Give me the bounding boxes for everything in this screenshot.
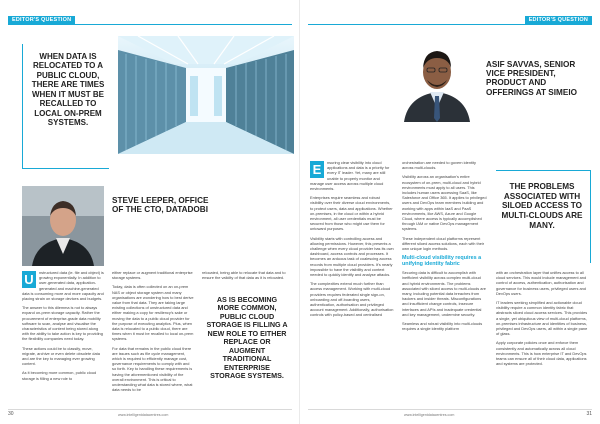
footer-url-left: www.intelligentdatacentres.com — [118, 413, 169, 417]
subheading: Multi-cloud visibility requires a unifying identity fabric — [402, 255, 482, 268]
speaker-photo-asif — [396, 38, 478, 122]
paragraph: either replace or augment traditional enterprise storage systems. — [112, 270, 193, 281]
paragraph: Visibility across an organisation's entire ecosystem of on-prem, multi-cloud and hybrid environments must apply to all users. This includes human users accessing SaaS, like Salesforce and Office 365. It applies to privileged users and DevOps team members building and working with apps within IaaS and PaaS environments, like AWS, Azure and Google Cloud, where access is typically accomplished through IAM or native DevOps management systems. — [402, 174, 487, 232]
paragraph: nsuring clear visibility into cloud applications and data is a priority for every IT leader. Yet, many are still unable to properly monitor and manage user access across multiple cloud environments. — [310, 160, 390, 192]
section-tag-left: EDITOR'S QUESTION — [8, 16, 75, 25]
paragraph: with an orchestration layer that unifies access to all cloud services. This would include management and control of access, authentication, authorisation and governance for business users, privileged users and DevOps users. — [496, 270, 587, 296]
speaker-name-left: STEVE LEEPER, OFFICE OF THE CTO, DATADOBI — [112, 196, 209, 215]
section-tag-right: EDITOR'S QUESTION — [525, 16, 592, 25]
paragraph: relocated, being able to relocate that data and to ensure the validity of that data as it is relocated. — [202, 270, 286, 281]
footer-rule-left — [8, 409, 292, 410]
paragraph: Enterprises require seamless and robust visibility over their diverse cloud environments, to protect users, data and applications. Whether on-premises, in the cloud or within a hybrid environment, all user credentials must be secured from those who might use them for untoward purposes. — [310, 195, 393, 232]
paragraph: Today, data is often collected on an on-prem NAS or object storage system and many organisations are wondering how to best derive value from that data. They are taking large existing collections of unstructured data and either making a copy for resiliency's sake or moving the data to a public cloud provider for the purpose of executing analytics. Plus, when data is relocated to a public cloud, there are times when it must be recalled to local on-prem systems. — [112, 284, 194, 342]
paragraph: Securing data is difficult to accomplish with inefficient visibility across complex multi-cloud and hybrid environments. The problems associated with siloed access to multi-clouds are many, including potential data breaches from hackers and insider threats. Misconfigurations and insufficient change controls, insecure interfaces and APIs and inadequate credential and key management, undermine security. — [402, 270, 486, 317]
footer-url-right: www.intelligentdatacentres.com — [404, 413, 455, 417]
article-column-2 — [112, 270, 194, 396]
header-rule-right — [308, 24, 592, 25]
paragraph: nstructured data (ie. file and object) is growing exponentially. In addition to user-generated data, application-generated and machine-generated data is consuming more and more capacity and placing strain on storage devices and budgets. — [22, 270, 104, 302]
footer-rule-right — [308, 409, 592, 410]
speaker-name-right: ASIF SAVVAS, SENIOR VICE PRESIDENT, PRODUCT AND OFFERINGS AT SIMEIO — [486, 60, 577, 97]
paragraph: Visibility starts with controlling access and allowing permissions. However, this presents a challenge when every cloud provider has its own dashboard, access controls and processes. It becomes an arduous task of coalescing access records from multiple cloud providers. It's nearly impossible to have the visibility and context needed to quickly identify and analyse attacks. — [310, 235, 394, 278]
paragraph: The complexities extend much further than access management. Working with multi-cloud providers requires federated single sign-on, onboarding and off-boarding users, authentication, authorisation and privileged account management. Additionally, authorisation controls with policy-based and centralised — [310, 281, 394, 318]
drop-cap-e: E — [310, 161, 324, 178]
page-number-right: 31 — [586, 411, 592, 417]
paragraph: IT leaders seeking simplified and actionable cloud visibility require a common identity fabric that abstracts siloed cloud access services. This provides a single, yet ubiquitous view of multi-cloud platforms, on-premises infrastructure and identities of business, privileged and DevOps users, all within a single pane of glass. — [496, 300, 588, 337]
paragraph: These independent cloud platforms represent different siloed access solutions, each with their own unique login methods. — [402, 235, 485, 252]
right-page — [300, 0, 600, 424]
paragraph: As it becoming more common, public cloud storage is filling a new role to — [22, 370, 97, 381]
header-rule-left — [8, 24, 292, 25]
article-column-2 — [402, 160, 488, 335]
speaker-photo-steve — [22, 186, 104, 266]
paragraph: For data that remains in the public cloud there are issues such as file cycle management, which is required to efficiently manage cost, governance requirements to comply with and so forth. Key to handling these requirements is having the aforementioned visibility of the overall environment. This is critical to understanding what data is stored where, what data needs to be — [112, 345, 193, 393]
paragraph: The answer to this dilemma is not to always expand on-prem storage capacity. Rather the procurement of enterprise-grade data mobility software to scan, analyse and visualise the characteristics of content being stored along with the ability to take action is key to providing the flexibility companies need today. — [22, 305, 103, 342]
paragraph: These actions could be to classify, move, migrate, archive or even delete obsolete data and are the key to managing ever growing content. — [22, 345, 100, 367]
pull-quote-2: AS IS BECOMING MORE COMMON, PUBLIC CLOUD STORAGE IS FILLING A NEW ROLE TO EITHER REPLACE OR AUGMENT TRADITIONAL ENTERPRISE STORAGE SYSTEMS. — [206, 295, 288, 381]
article-column-1 — [310, 160, 394, 322]
page-number-left: 30 — [8, 411, 14, 417]
pull-quote-1: WHEN DATA IS RELOCATED TO A PUBLIC CLOUD, THERE ARE TIMES WHEN IT MUST BE RECALLED TO LOCAL ON-PREM SYSTEMS. — [31, 52, 105, 128]
pull-quote-right: THE PROBLEMS ASSOCIATED WITH SILOED ACCESS TO MULTI-CLOUDS ARE MANY. — [501, 182, 583, 230]
datacenter-photo — [118, 36, 294, 154]
article-column-1 — [22, 270, 104, 385]
paragraph: Seamless and robust visibility into multi-clouds requires a single identity platform — [402, 321, 483, 332]
article-column-3 — [496, 270, 588, 370]
drop-cap-u: U — [22, 271, 36, 288]
article-column-3 — [202, 270, 288, 284]
paragraph: Apply corporate policies once and enforce them consistently and automatically across all cloud environments. This is how enterprise IT and DevOps teams can ensure all of their cloud data, applications and systems are protected. — [496, 340, 587, 367]
paragraph: orchestration are needed to govern identity across multi-clouds. — [402, 160, 476, 171]
